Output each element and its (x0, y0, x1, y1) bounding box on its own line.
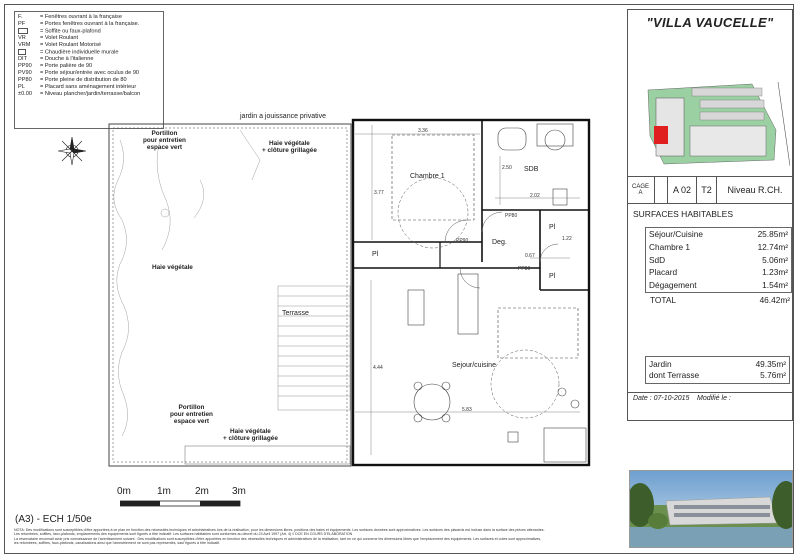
apartment-type: T2 (697, 177, 717, 203)
building-photo-image (630, 471, 793, 548)
dim-placard-width: 0.67 (525, 253, 535, 259)
room-label-placard-2: Pl (549, 224, 556, 231)
room-label-placard-3: Pl (549, 273, 556, 280)
portillon-bottom-label: Portillon pour entretien espace vert (170, 404, 213, 425)
dim-chambre-width: 3.36 (418, 128, 428, 134)
jardin-title: jardin a jouissance privative (240, 113, 326, 120)
legend-item: ±0.00 = Niveau plancher/jardin/terrasse/balcon (18, 90, 141, 97)
compass-icon (58, 137, 86, 165)
note-line: Les retombées, soffites, faux-plafonds, emplacements des équipements sont figurés à titre indicatif. Les surfaces habitables sont conformes au décret du 23 Avril 1997 (Art. 4) // DCE EN COURS D'ELABORATION (14, 532, 353, 537)
legend-item: VR = Volet Roulant (18, 35, 79, 42)
room-label-deg: Deg. (492, 239, 507, 246)
surfaces-total (650, 295, 790, 305)
date-row (627, 392, 793, 407)
haie-bottom-label: Haie végétale + clôture grillagée (223, 428, 278, 442)
scale-format: (A3) - ECH 1/50e (15, 514, 92, 525)
dim-sejour-width: 5.83 (462, 407, 472, 413)
dim-sdb-width: 2.02 (530, 193, 540, 199)
legend-item: PP80 = Porte pleine de distribution de 80 (18, 77, 127, 84)
note-line: les retombées, soffites, faux-plafonds, canalisations ainsi que l'ameublement ne sont pas représentés, sauf figurés à titre indicatif. (14, 541, 221, 546)
portillon-top-label: Portillon pour entretien espace vert (143, 130, 186, 151)
scale-tick-0: 0m (117, 486, 131, 497)
apartment-walls (353, 120, 589, 465)
scale-bar (120, 500, 244, 508)
room-label-sdb: SDB (524, 166, 539, 173)
total-label: TOTAL (650, 295, 676, 305)
site-map (634, 76, 790, 168)
project-title: "VILLA VAUCELLE" (646, 15, 774, 30)
lot-number: A 02 (667, 177, 697, 203)
surfaces-title: SURFACES HABITABLES (633, 209, 733, 219)
terrasse-area (278, 286, 350, 410)
date-label: Date : 07-10-2015 (633, 395, 690, 402)
legend-item: = Chaudière individuelle murale (18, 49, 160, 56)
dim-placard-height: 1.22 (562, 236, 572, 242)
level-label: Niveau R.CH. (727, 185, 783, 195)
bottom-strip (185, 446, 350, 464)
surface-row: Placard 1.23m² (649, 267, 788, 278)
legal-notes (14, 528, 619, 546)
legend-item: F. = Fenêtres ouvrant à la française (18, 14, 122, 20)
surface-row: Dégagement 1.54m² (649, 280, 788, 291)
dim-chambre-height: 3.77 (374, 190, 384, 196)
cage-label: CAGE A (627, 177, 655, 203)
surface-row: Chambre 1 12.74m² (649, 241, 788, 252)
modified-label: Modifié le : (697, 395, 731, 402)
scale-tick-3: 3m (232, 486, 246, 497)
surface-row: Séjour/Cuisine 25.85m² (649, 229, 788, 239)
dim-sejour-height: 4.44 (373, 365, 383, 371)
legend-item: DIT = Douche à l'italienne (18, 56, 94, 63)
door-pp90: PP90 (456, 238, 469, 244)
total-value: 46.42m² (759, 295, 790, 305)
building-photo (629, 470, 793, 548)
garden-row: dont Terrasse 5.76m² (649, 370, 786, 380)
room-label-chambre: Chambre 1 (410, 173, 445, 180)
garden-boundary (109, 124, 351, 466)
legend-item: = Soffite ou faux-plafond (18, 28, 160, 35)
note-line: NOTA: Des modifications sont susceptibles d'être apportées à ce plan en fonction des nécessités techniques et administratives lors de la réalisation, pour les dimensions libres, positions des baies et équipements. Les surfaces données sont approximatives. Les surfaces des placards est incluse dans la surface des pièces attenantes. (14, 528, 545, 532)
room-label-sejour: Sejour/cuisine (452, 362, 496, 369)
legend-item: PL = Placard sans aménagement intérieur (18, 84, 137, 91)
terrasse-label: Terrasse (282, 310, 309, 317)
garden-table (645, 356, 790, 384)
hedge-lines (114, 130, 260, 436)
door-swings (398, 178, 559, 418)
legend-item: PF = Portes fenêtres ouvrant à la française. (18, 20, 140, 27)
scale-tick-1: 1m (157, 486, 171, 497)
legend-item: PV90 = Porte séjour/entrée avec oculus de 90 (18, 70, 140, 77)
scale-tick-2: 2m (195, 486, 209, 497)
surfaces-table (645, 227, 792, 293)
cage-row (627, 176, 793, 204)
door-pp80-b: PP80 (518, 266, 531, 272)
garden-row: Jardin 49.35m² (649, 359, 786, 369)
legend-item: VRM = Volet Roulant Motorisé (18, 42, 102, 49)
surface-row: SdD 5.06m² (649, 254, 788, 265)
door-pp80-a: PP80 (505, 213, 518, 219)
room-label-placard-1: Pl (372, 251, 379, 258)
haie-top-label: Haie végétale + clôture grillagée (262, 140, 317, 154)
haie-left-label: Haie végétale (152, 264, 193, 271)
note-line: La réservataire reconnait avoir pris connaissance de l'avertissement suivant : Des modifications sont susceptibles d'être apportées en fonction des nécessités techniques et administratives de la réalisation, tant en ce qui concerne les dimensions libres que l'emplacement des équipements. Les surfaces et cotes sont approximatives, (14, 536, 542, 541)
dim-sdb-height: 2.50 (502, 165, 512, 171)
legend-item: PP90 = Porte palière de 90 (18, 63, 93, 70)
